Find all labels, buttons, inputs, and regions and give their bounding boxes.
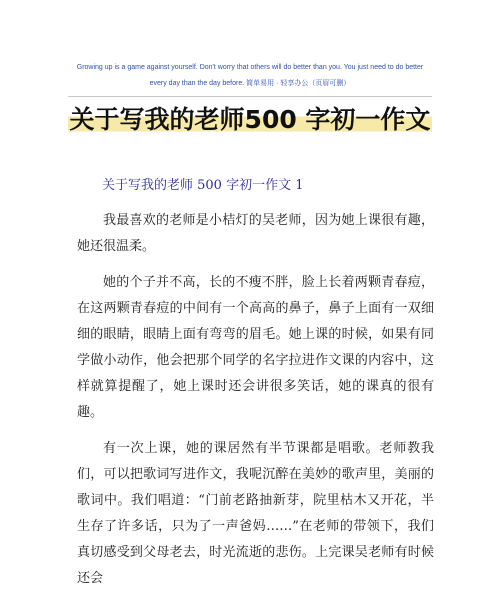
paragraph-3: 有一次上课，她的课居然有半节课都是唱歌。老师教我们，可以把歌词写进作文，我呢沉醉在美妙的歌声里，美丽的歌词中。我们唱道：“门前老路抽新芽，院里枯木又开花，半生存了许多话，只为了一声爸妈……”在老师的带领下，我们真切感受到父母老去，时光流逝的悲伤。上完课吴老师有时候还会 <box>77 441 434 586</box>
motto-tail: 简单易用 · 轻享办公（页眉可删） <box>246 80 351 87</box>
paragraph-1: 我最喜欢的老师是小桔灯的吴老师，因为她上课很有趣，她还很温柔。 <box>77 213 434 254</box>
document-title <box>0 100 500 140</box>
header-divider <box>68 96 432 97</box>
header-motto <box>40 60 460 92</box>
section-title: 关于写我的老师 500 字初一作文 1 <box>102 178 304 193</box>
document-title-text: 关于写我的老师500 字初一作文 <box>69 105 431 134</box>
motto-line-2-text: every day than the day before. <box>149 80 245 87</box>
motto-line-2 <box>40 76 460 92</box>
paragraph-2: 她的个子并不高，长的不瘦不胖，脸上长着两颗青春痘，在这两颗青春痘的中间有一个高高的鼻子，鼻子上面有一双细细的眼睛，眼睛上面有弯弯的眉毛。她上课的时候，如果有同学做小动作，他会把那个同学的名字拉进作文课的内容中，这样就算提醒了，她上课时还会讲很多笑话，她的课真的很有趣。 <box>77 275 434 420</box>
motto-line-1: Growing up is a game against yourself. Don't worry that others will do better than you. You just need to do better <box>76 64 424 71</box>
